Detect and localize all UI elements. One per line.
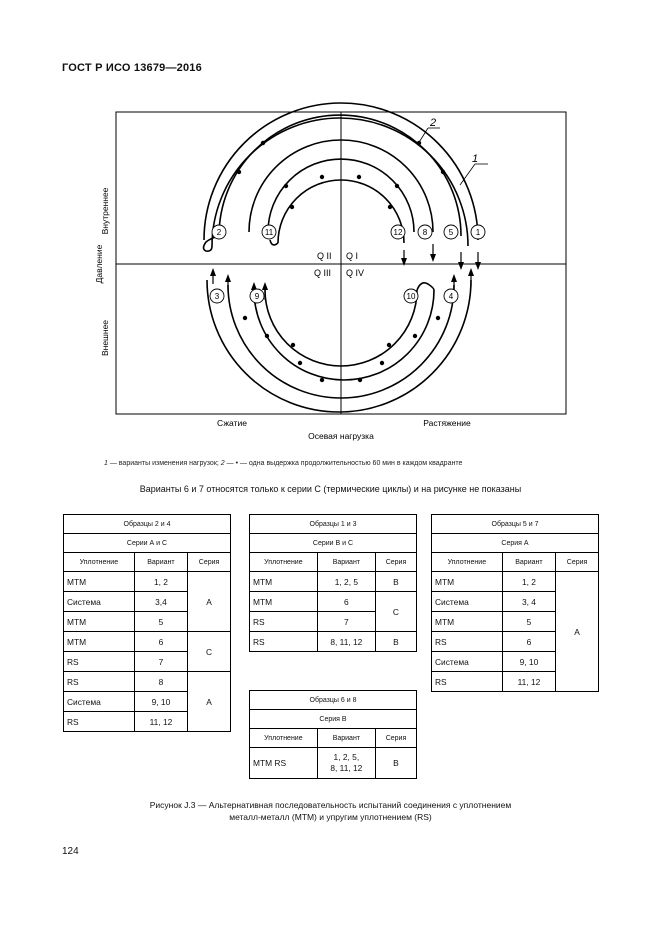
table-row: RS 8 А <box>64 672 231 692</box>
figure-caption <box>0 799 661 823</box>
callout-1: 1 <box>472 153 479 165</box>
page-number: 124 <box>62 846 79 857</box>
marker-label-5: 5 <box>448 228 454 237</box>
quadrant-q1: Q I <box>346 251 359 261</box>
table-samples-5-7 <box>431 514 599 692</box>
y-bottom-label: Внешнее <box>100 319 110 357</box>
col-header-seal: Уплотнение <box>250 729 318 748</box>
table-row: RS 6 <box>432 632 599 652</box>
col-header-seal: Уплотнение <box>432 553 503 572</box>
table-row: RS 11, 12 <box>64 712 231 732</box>
marker-label-4: 4 <box>448 292 454 301</box>
x-right-label: Растяжение <box>423 418 471 428</box>
table-row: МТМ 6 С <box>250 592 417 612</box>
table-row: RS 7 <box>250 612 417 632</box>
col-header-variant: Вариант <box>317 729 375 748</box>
col-header-series: Серия <box>188 553 231 572</box>
document-code: ГОСТ Р ИСО 13679—2016 <box>62 62 202 74</box>
table-row: RS 8, 11, 12 В <box>250 632 417 652</box>
lower-arc-cap <box>417 283 434 290</box>
table-subtitle: Серии А и С <box>64 534 231 553</box>
table-row: МТМ 5 <box>432 612 599 632</box>
table-samples-6-8 <box>249 690 417 779</box>
x-left-label: Сжатие <box>217 418 247 428</box>
col-header-series: Серия <box>375 729 416 748</box>
marker-label-3: 3 <box>214 292 220 301</box>
table-row: Система 9, 10 <box>64 692 231 712</box>
caption-line-2: металл-металл (МТМ) и упругим уплотнением (RS) <box>229 812 432 822</box>
y-top-label: Внутреннее <box>100 187 110 235</box>
quadrant-q2: Q II <box>317 251 332 261</box>
col-header-variant: Вариант <box>502 553 555 572</box>
quadrant-q3: Q III <box>314 268 332 278</box>
marker-label-10: 10 <box>406 292 416 301</box>
marker-label-11: 11 <box>264 228 274 237</box>
col-header-seal: Уплотнение <box>64 553 135 572</box>
col-header-series: Серия <box>375 553 416 572</box>
col-header-seal: Уплотнение <box>250 553 318 572</box>
load-sequence-diagram <box>0 0 661 460</box>
table-row: МТМ 1, 2 А <box>432 572 599 592</box>
table-row: RS 11, 12 <box>432 672 599 692</box>
quadrant-q4: Q IV <box>346 268 365 278</box>
figure-legend: 1 — варианты изменения нагрузок; 2 — • — одна выдержка продолжительностью 60 мин в каждом квадранте <box>104 460 463 467</box>
table-row: МТМ 6 С <box>64 632 231 652</box>
upper-arc-inner-cap <box>270 240 278 245</box>
table-subtitle: Серия В <box>250 710 417 729</box>
col-header-series: Серия <box>556 553 599 572</box>
table-title: Образцы 1 и 3 <box>250 515 417 534</box>
marker-label-8: 8 <box>422 228 428 237</box>
table-title: Образцы 2 и 4 <box>64 515 231 534</box>
table-subtitle: Серии В и С <box>250 534 417 553</box>
table-samples-2-4 <box>63 514 231 732</box>
table-subtitle: Серия А <box>432 534 599 553</box>
x-axis-label: Осевая нагрузка <box>308 431 374 441</box>
marker-label-2: 2 <box>216 228 222 237</box>
table-row: МТМ 1, 2, 5 В <box>250 572 417 592</box>
table-row: RS 7 <box>64 652 231 672</box>
table-samples-1-3 <box>249 514 417 652</box>
col-header-variant: Вариант <box>134 553 187 572</box>
table-row: МТМ 1, 2 А <box>64 572 231 592</box>
variants-note: Варианты 6 и 7 относятся только к серии С (термические циклы) и на рисунке не показаны <box>139 484 522 494</box>
callout-2: 2 <box>430 117 437 129</box>
table-row: МТМ RS 1, 2, 5, 8, 11, 12 В <box>250 748 417 779</box>
table-row: Система 3, 4 <box>432 592 599 612</box>
table-row: Система 3,4 <box>64 592 231 612</box>
marker-label-9: 9 <box>254 292 260 301</box>
table-row: Система 9, 10 <box>432 652 599 672</box>
table-row: МТМ 5 <box>64 612 231 632</box>
col-header-variant: Вариант <box>317 553 375 572</box>
marker-label-12: 12 <box>393 228 403 237</box>
table-title: Образцы 6 и 8 <box>250 691 417 710</box>
table-title: Образцы 5 и 7 <box>432 515 599 534</box>
caption-line-1: Рисунок J.3 — Альтернативная последовательность испытаний соединения с уплотнением <box>149 800 512 810</box>
marker-label-1: 1 <box>475 228 481 237</box>
y-axis-label: Давление <box>94 244 104 284</box>
